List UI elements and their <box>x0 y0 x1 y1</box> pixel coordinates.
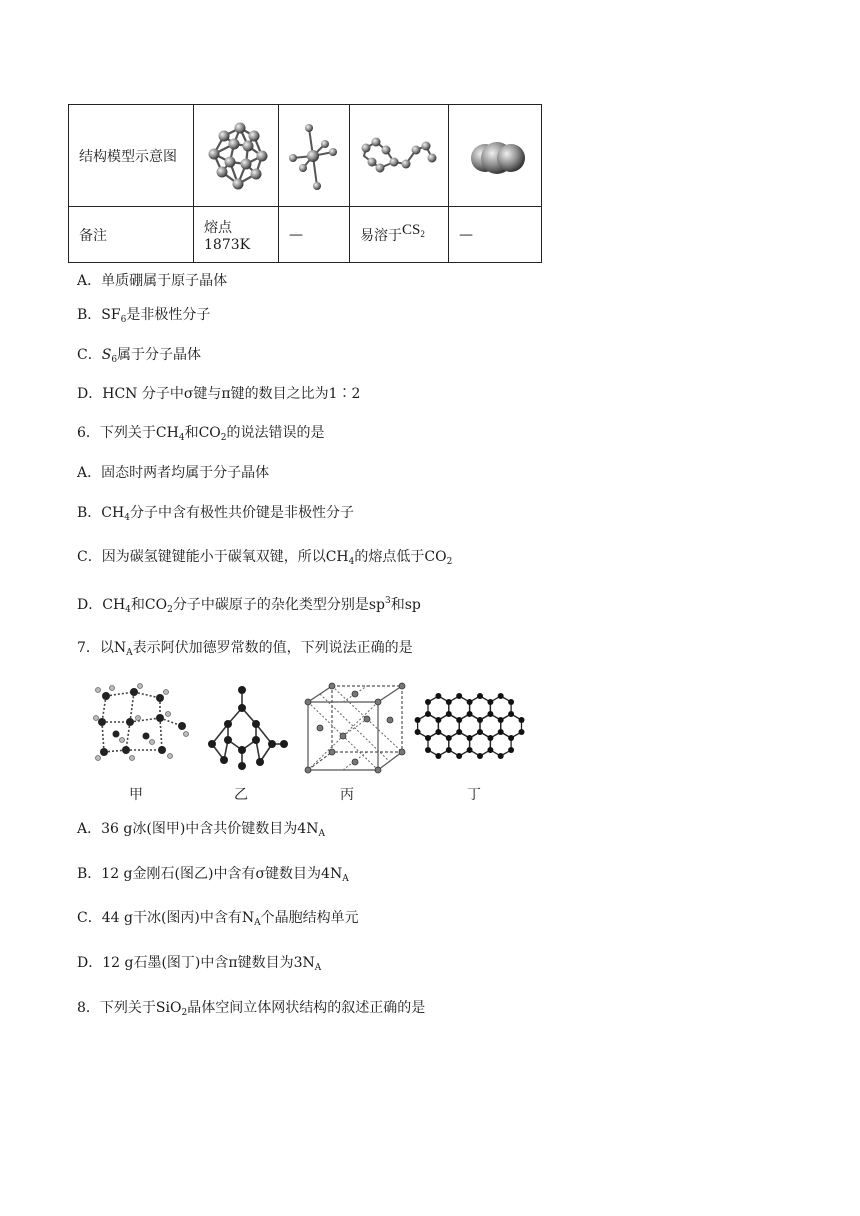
cs2-symbol: CS <box>402 221 421 238</box>
q6-d-and2: 和 <box>390 597 405 613</box>
graphite-atom <box>498 717 504 723</box>
q6-c-ch4-sub: 4 <box>348 557 355 567</box>
q6-stem-suffix: 的说法错误的是 <box>226 425 325 441</box>
cs2-sub: 2 <box>420 228 425 239</box>
graphite-atom <box>487 711 493 717</box>
graphite-atom <box>425 711 431 717</box>
graphite-atom <box>446 699 452 705</box>
q6-d-sp: sp <box>404 597 421 613</box>
q7-d-mass: 12 g <box>102 955 134 971</box>
q7-a-num-sub: A <box>318 829 325 839</box>
q6-b-ch4: CH <box>101 505 125 521</box>
graphite-atom <box>456 717 462 723</box>
q6-and: 和 <box>184 425 199 441</box>
graphite-atom <box>477 753 483 759</box>
q6-co2-sub: 2 <box>220 433 227 443</box>
q7-stem <box>77 638 413 663</box>
graphite-ring <box>428 732 449 756</box>
graphite-atom <box>435 729 441 735</box>
note-s6-formula <box>402 222 425 238</box>
q6-d-ch4: CH <box>102 597 126 613</box>
graphite-structure-figure <box>410 682 540 778</box>
q5-d-ratio: 1∶2 <box>328 386 361 402</box>
graphite-atom <box>435 717 441 723</box>
q6-ch4: CH <box>155 425 179 441</box>
diamond-structure-figure <box>198 680 294 776</box>
graphite-ring <box>449 732 470 756</box>
q7-stem-suffix: 表示阿伏加德罗常数的值，下列说法正确的是 <box>132 640 413 656</box>
q7-d-num: 3N <box>293 955 315 971</box>
q5-d-text1: HCN 分子中 <box>102 386 184 402</box>
note-boron: 熔点 1873K <box>194 207 279 263</box>
graphite-atom <box>498 753 504 759</box>
q6-b-ch4-sub: 4 <box>124 513 130 523</box>
graphite-atom <box>446 747 452 753</box>
q8-stem-prefix: 8．下列关于 <box>77 1000 156 1016</box>
q6-c-prefix: C．因为碳氢键键能小于碳氧双键，所以 <box>77 549 326 565</box>
graphite-atom <box>446 735 452 741</box>
graphite-atom <box>456 693 462 699</box>
q7-b-text2: 键数目为 <box>265 866 322 882</box>
q7-d-prefix: D． <box>77 955 103 971</box>
note-s6 <box>350 207 449 263</box>
q8-sio2-sub: 2 <box>181 1008 188 1018</box>
q5-d-text2: 键与 <box>193 386 222 402</box>
q7-stem-prefix: 7．以 <box>77 640 114 656</box>
q7-b-num: 4N <box>321 866 343 882</box>
q7-c-text1: 干冰(图丙)中含有 <box>132 910 242 926</box>
q8-stem-suffix: 晶体空间立体网状结构的叙述正确的是 <box>187 1000 426 1016</box>
graphite-atom <box>519 729 525 735</box>
q7-a-text: 冰(图甲)中含共价键数目为 <box>132 821 298 837</box>
q6-d-prefix: D． <box>77 597 103 613</box>
q6-c-ch4: CH <box>325 549 349 565</box>
q6-b-text: 分子中含有极性共价键是非极性分子 <box>129 505 354 521</box>
q5-b-prefix: B． <box>77 307 102 323</box>
graphite-atom <box>456 729 462 735</box>
graphite-atom <box>508 735 514 741</box>
graphite-atom <box>498 729 504 735</box>
q6-option-c <box>77 547 452 572</box>
ice-structure-figure <box>86 678 192 774</box>
q7-b-prefix: B． <box>77 866 102 882</box>
graphite-atom <box>498 693 504 699</box>
graphite-atom <box>425 699 431 705</box>
graphite-atom <box>467 699 473 705</box>
q7-d-text2: 键数目为 <box>237 955 294 971</box>
q7-d-num-sub: A <box>314 963 322 973</box>
s6-ring-image <box>350 105 449 207</box>
sf6-molecule-image <box>279 105 350 207</box>
q6-d-sp3: sp <box>368 597 385 613</box>
q7-c-prefix: C． <box>77 910 102 926</box>
graphite-atom <box>508 699 514 705</box>
q6-c-mid: 的熔点低于 <box>354 549 425 565</box>
row2-header: 备注 <box>69 207 194 263</box>
q7-option-a <box>77 819 325 844</box>
graphite-atom <box>415 729 421 735</box>
structure-table <box>68 104 542 263</box>
fig-label-ding: 丁 <box>467 787 481 803</box>
graphite-ring <box>490 732 511 756</box>
q6-d-co2-sub: 2 <box>167 605 173 615</box>
q7-b-mass: 12 g <box>101 866 133 882</box>
dry-ice-structure-figure <box>302 682 408 774</box>
q6-c-co2: CO <box>424 549 447 565</box>
graphite-atom <box>446 711 452 717</box>
graphite-atom <box>425 747 431 753</box>
graphite-atom <box>415 717 421 723</box>
graphite-atom <box>467 711 473 717</box>
fig-label-yi: 乙 <box>234 787 248 803</box>
q5-option-c <box>77 345 201 370</box>
q5-option-d <box>77 384 360 404</box>
q6-co2: CO <box>198 425 221 441</box>
q6-c-co2-sub: 2 <box>446 557 453 567</box>
q6-option-b <box>77 503 354 528</box>
q6-stem-prefix: 6．下列关于 <box>77 425 156 441</box>
graphite-atom <box>487 699 493 705</box>
note-sf6: — <box>279 207 350 263</box>
q7-a-num: 4N <box>297 821 319 837</box>
graphite-atom <box>425 735 431 741</box>
q5-b-sub: 6 <box>120 315 127 325</box>
q8-stem <box>77 998 425 1023</box>
q8-sio2: SiO <box>155 1000 182 1016</box>
q7-c-na-sub: A <box>254 918 261 928</box>
graphite-atom <box>435 693 441 699</box>
q7-na: N <box>113 640 127 656</box>
q5-b-text: 是非极性分子 <box>126 307 211 323</box>
q5-c-formula: S <box>101 347 112 363</box>
fig-label-jia: 甲 <box>129 787 143 803</box>
q7-a-prefix: A． <box>77 821 102 837</box>
graphite-atom <box>477 717 483 723</box>
q6-stem <box>77 423 325 448</box>
hcn-spacefill-image <box>449 105 542 207</box>
graphite-ring <box>470 732 491 756</box>
q5-b-formula: SF <box>101 307 121 323</box>
q5-option-b <box>77 305 210 330</box>
q5-d-pi: π <box>221 386 231 402</box>
q6-d-co2: CO <box>144 597 168 613</box>
q7-c-text2: 个晶胞结构单元 <box>260 910 359 926</box>
q6-option-a: A．固态时两者均属于分子晶体 <box>77 465 270 481</box>
q5-d-prefix: D． <box>77 386 103 402</box>
q5-d-text3: 键的数目之比为 <box>230 386 329 402</box>
graphite-atom <box>508 747 514 753</box>
q6-d-and1: 和 <box>130 597 145 613</box>
note-hcn: — <box>449 207 542 263</box>
graphite-atom <box>435 753 441 759</box>
q7-option-b <box>77 864 349 889</box>
q6-b-prefix: B． <box>77 505 102 521</box>
q6-ch4-sub: 4 <box>178 433 185 443</box>
q5-c-text: 属于分子晶体 <box>117 347 202 363</box>
q7-b-sigma: σ <box>255 866 266 882</box>
q5-c-sub: 6 <box>111 355 118 365</box>
q7-a-mass: 36 g <box>101 821 133 837</box>
row1-header: 结构模型示意图 <box>69 105 194 207</box>
q7-na-sub: A <box>126 648 133 658</box>
boron-cluster-image <box>194 105 279 207</box>
q7-d-text1: 石墨(图丁)中含 <box>133 955 229 971</box>
q6-d-text: 分子中碳原子的杂化类型分别是 <box>172 597 369 613</box>
graphite-atom <box>508 711 514 717</box>
q7-b-num-sub: A <box>342 874 349 884</box>
q7-option-d <box>77 953 321 978</box>
fig-label-bing: 丙 <box>340 787 354 803</box>
q5-option-a: A．单质硼属于原子晶体 <box>77 273 228 289</box>
graphite-atom <box>487 735 493 741</box>
q6-option-d <box>77 591 421 620</box>
q7-c-na: N <box>241 910 255 926</box>
graphite-atom <box>467 747 473 753</box>
q5-c-prefix: C． <box>77 347 102 363</box>
note-s6-text: 易溶于 <box>360 227 402 244</box>
graphite-atom <box>477 693 483 699</box>
q7-option-c <box>77 908 359 933</box>
graphite-atom <box>456 753 462 759</box>
q6-d-sp3-sup: 3 <box>384 596 391 606</box>
q7-d-pi: π <box>228 955 238 971</box>
graphite-atom <box>519 717 525 723</box>
q7-b-text1: 金刚石(图乙)中含有 <box>132 866 256 882</box>
q6-d-ch4-sub: 4 <box>125 605 131 615</box>
graphite-atom <box>467 735 473 741</box>
q5-d-sigma: σ <box>183 386 194 402</box>
graphite-atom <box>487 747 493 753</box>
graphite-atom <box>477 729 483 735</box>
q7-c-mass: 44 g <box>101 910 133 926</box>
